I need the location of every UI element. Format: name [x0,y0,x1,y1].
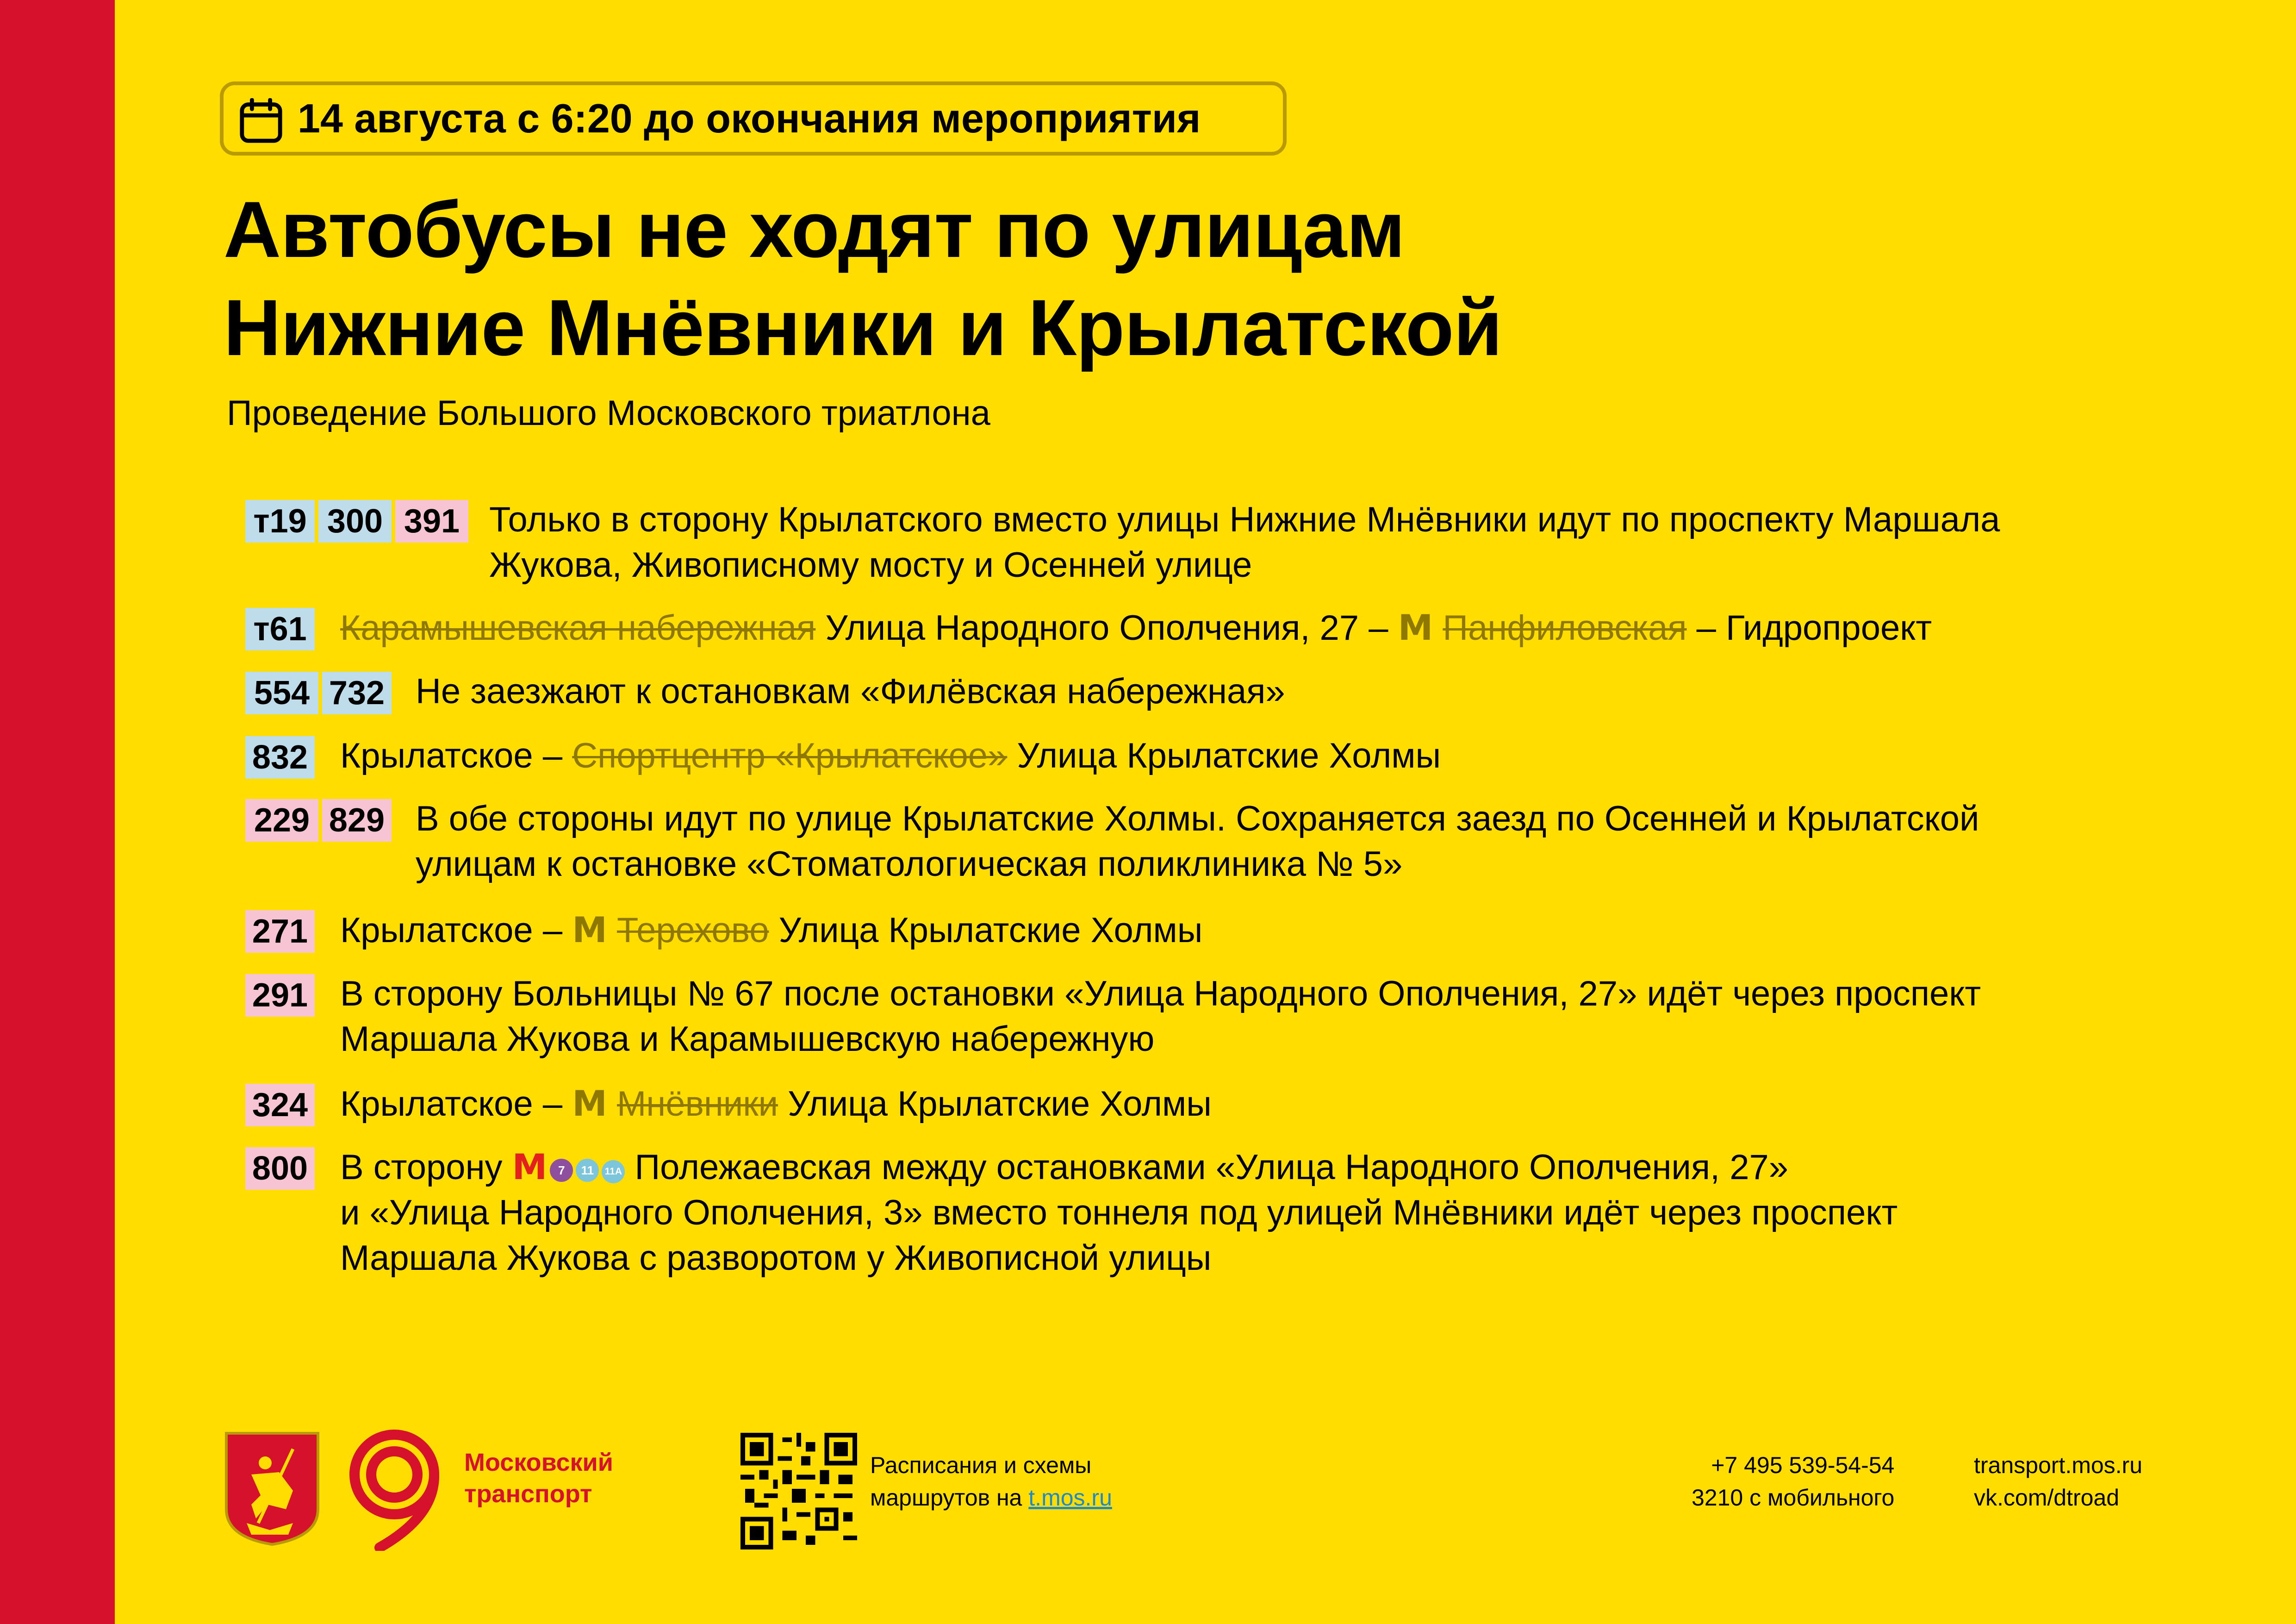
route-badge-832: 832 [245,736,315,779]
calendar-icon [238,98,284,144]
route-text-line: и «Улица Народного Ополчения, 3» вместо тоннеля под улицей Мнёвники идёт через проспект [340,1193,1898,1232]
metro-icon: М [1398,607,1433,648]
metro-icon: М [512,1146,548,1187]
side-red-bar [0,0,115,1624]
route-text-line: В обе стороны идут по улице Крылатские Холмы. Сохраняется заезд по Осенней и Крылатской [416,799,1979,838]
route-text: Полежаевская между остановками «Улица Народного Ополчения, 27» [635,1148,1789,1187]
date-banner [220,81,1287,156]
page-subtitle: Проведение Большого Московского триатлона [227,394,990,433]
route-badge-324: 324 [245,1084,315,1126]
route-badge-800: 800 [245,1147,315,1190]
route-badge-554: 554 [245,672,318,714]
cancelled-stop: Карамышевская набережная [340,608,816,648]
route-description [489,497,2000,588]
schedule-text: маршрутов на [870,1485,1022,1511]
brand-name [464,1447,613,1510]
route-text: Улица Народного Ополчения, 27 – [825,608,1388,648]
contact-phone [1692,1449,1894,1514]
brand-line: транспорт [464,1480,592,1508]
metro-icon: М [572,1083,607,1124]
date-text: 14 августа с 6:20 до окончания мероприятия [298,95,1201,141]
title-line-2: Нижние Мнёвники и Крылатской [224,283,1502,372]
route-badge-t61: т61 [245,608,315,650]
route-text-line [340,1144,1898,1190]
route-description [416,796,1979,887]
cancelled-metro-stop: Терехово [616,911,769,950]
route-badge-t19: т19 [245,500,315,543]
metro-line-11-icon: 11 [576,1159,599,1182]
route-text-line: Жукова, Живописному мосту и Осенней улице [489,545,1252,585]
route-badge-732: 732 [322,672,392,714]
route-text-line: Только в сторону Крылатского вместо улицы Нижние Мнёвники идут по проспекту Маршала [489,500,2000,539]
route-text-line: В сторону Больницы № 67 после остановки «Улица Народного Ополчения, 27» идёт через проспект [340,974,1981,1013]
route-text-line: улицам к остановке «Стоматологическая поликлиника № 5» [416,844,1403,884]
phone-number[interactable]: +7 495 539-54-54 [1711,1452,1895,1478]
route-description [340,733,1441,779]
route-description [340,1144,1898,1281]
route-text: Крылатское – [340,1084,563,1124]
contact-web [1974,1449,2142,1514]
moscow-coat-of-arms-icon [224,1430,321,1546]
page-title [224,181,1982,377]
moscow-transport-logo-icon [342,1428,454,1551]
title-line-1: Автобусы не ходят по улицам [224,185,1405,274]
route-badge-291: 291 [245,974,315,1017]
schedule-line [870,1481,1112,1514]
route-badge-829: 829 [322,799,392,842]
vk-link[interactable]: vk.com/dtroad [1974,1485,2120,1511]
route-text: В сторону [340,1148,503,1187]
route-badge-271: 271 [245,910,315,953]
metro-line-11a-icon: 11А [602,1160,625,1183]
route-text: Крылатское – [340,736,563,775]
route-description [340,971,1981,1062]
route-text: Крылатское – [340,911,563,950]
short-number: 3210 с мобильного [1692,1485,1895,1511]
route-text: – Гидропроект [1696,608,1932,648]
schedule-line: Расписания и схемы [870,1452,1092,1478]
qr-code-icon[interactable] [740,1433,857,1549]
route-text-line: Маршала Жукова и Карамышевскую набережную [340,1019,1155,1059]
cancelled-metro-stop: Мнёвники [616,1084,778,1124]
route-badge-391: 391 [395,500,468,543]
route-text-line: Маршала Жукова с разворотом у Живописной улицы [340,1238,1212,1278]
metro-icon: М [572,909,607,950]
schedule-link[interactable]: t.mos.ru [1028,1485,1112,1511]
route-badge-300: 300 [318,500,392,543]
route-description: Не заезжают к остановкам «Филёвская набережная» [416,672,1285,711]
route-text: Улица Крылатские Холмы [778,911,1203,950]
schedule-info [870,1449,1112,1514]
route-text: Улица Крылатские Холмы [1017,736,1441,775]
route-text: Улица Крылатские Холмы [788,1084,1212,1124]
site-link[interactable]: transport.mos.ru [1974,1452,2143,1478]
route-description [340,1081,1212,1127]
cancelled-metro-stop: Панфиловская [1443,608,1687,648]
route-badge-229: 229 [245,799,318,842]
route-description [340,907,1202,953]
cancelled-stop: Спортцентр «Крылатское» [572,736,1008,775]
brand-line: Московский [464,1449,613,1476]
metro-line-7-icon: 7 [550,1159,573,1182]
route-description [340,605,1932,651]
